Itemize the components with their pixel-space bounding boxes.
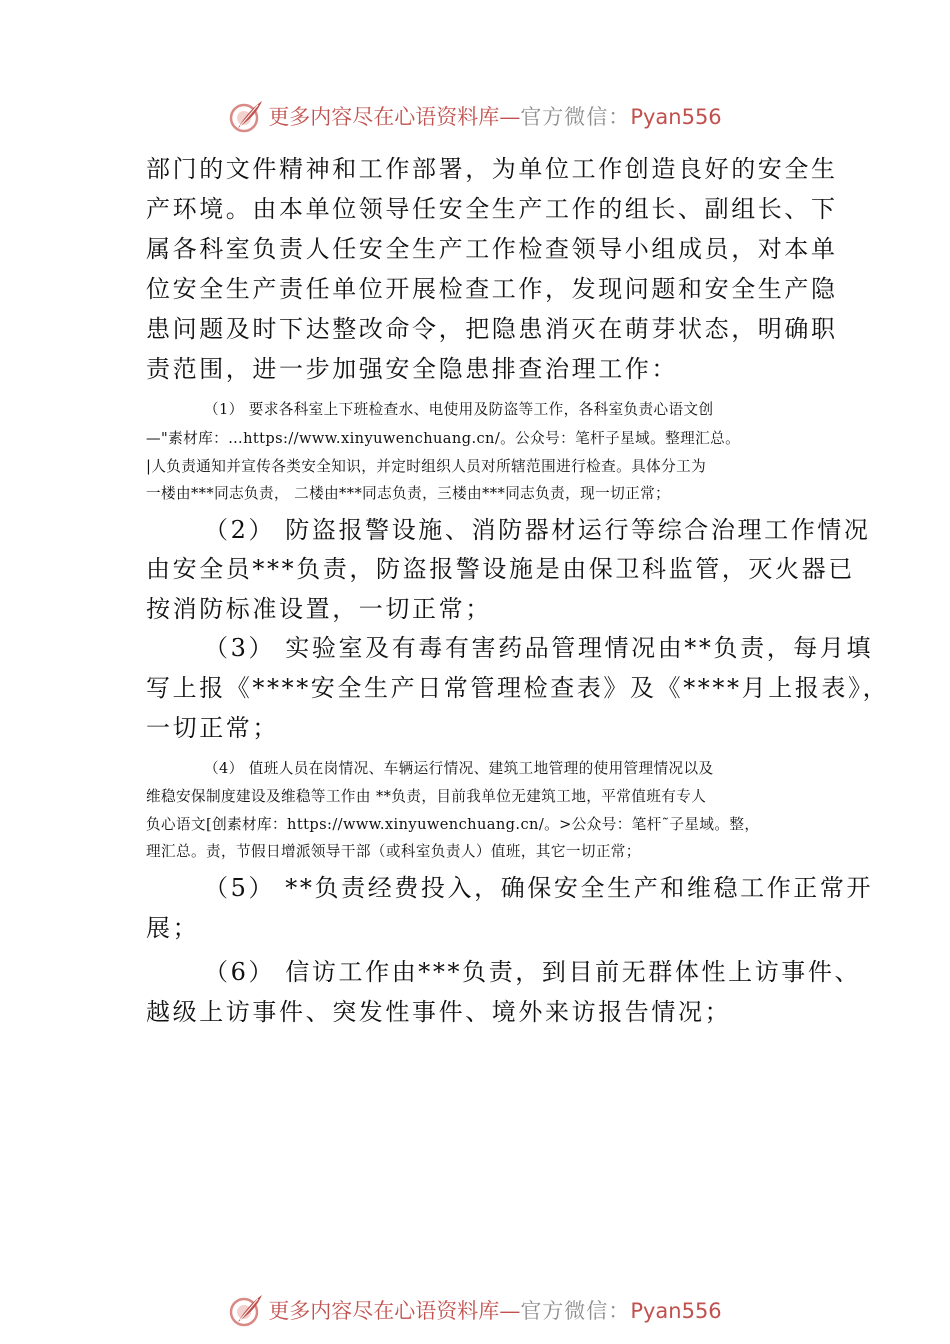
item-2-line: 由安全员***负责，防盗报警设施是由保卫科监管，灭火器已 bbox=[146, 555, 855, 583]
footer-banner-text bbox=[268, 1295, 721, 1325]
item-5-line: （5） **负责经费投入，确保安全生产和维稳工作正常开 bbox=[204, 874, 874, 902]
item-2-line: 按消防标准设置，一切正常； bbox=[146, 595, 492, 623]
item-5-line: 展； bbox=[146, 914, 200, 942]
item-4-line: 维稳安保制度建设及维稳等工作由 **负责，目前我单位无建筑工地，平常值班有专人 bbox=[146, 788, 707, 805]
body-line: 责范围，进一步加强安全隐患排查治理工作： bbox=[146, 355, 678, 383]
footer-banner bbox=[0, 1290, 950, 1330]
banner-red-text: 更多内容尽在心语资料库 bbox=[268, 105, 500, 129]
banner-dash: — bbox=[499, 1299, 521, 1323]
item-6-line: （6） 信访工作由***负责，到目前无群体性上访事件、 bbox=[204, 958, 862, 986]
banner-red-text: 更多内容尽在心语资料库 bbox=[268, 1299, 500, 1323]
banner-dash: — bbox=[499, 105, 521, 129]
banner-account: Pyan556 bbox=[630, 105, 722, 129]
item-3-line: 一切正常； bbox=[146, 714, 279, 742]
item-4-line: （4） 值班人员在岗情况、车辆运行情况、建筑工地管理的使用管理情况以及 bbox=[204, 760, 714, 777]
feather-quill-logo-icon bbox=[228, 98, 264, 134]
banner-grey-text: 官方微信： bbox=[520, 1299, 631, 1323]
banner-grey-text: 官方微信： bbox=[520, 105, 631, 129]
item-1-line: —"素材库：…https://www.xinyuwenchuang.cn/。公众号：笔杆子星域。整理汇总。 bbox=[146, 430, 741, 447]
item-4-line: 负心语文[创素材库：https://www.xinyuwenchuang.cn/。>公众号：笔杆˜子星域。整， bbox=[146, 816, 760, 833]
item-6-line: 越级上访事件、突发性事件、境外来访报告情况； bbox=[146, 998, 732, 1026]
item-4-line: 理汇总。责，节假日增派领导干部（或科室负责人）值班，其它一切正常； bbox=[146, 843, 641, 860]
body-line: 部门的文件精神和工作部署，为单位工作创造良好的安全生 bbox=[146, 155, 838, 183]
body-line: 患问题及时下达整改命令，把隐患消灭在萌芽状态，明确职 bbox=[146, 315, 838, 343]
item-3-line: （3） 实验室及有毒有害药品管理情况由**负责，每月填 bbox=[204, 634, 874, 662]
body-line: 属各科室负责人任安全生产工作检查领导小组成员，对本单 bbox=[146, 235, 838, 263]
body-line: 产环境。由本单位领导任安全生产工作的组长、副组长、下 bbox=[146, 195, 838, 223]
item-1-line: |人负责通知并宣传各类安全知识，并定时组织人员对所辖范围进行检查。具体分工为 bbox=[146, 458, 707, 475]
feather-quill-logo-icon bbox=[228, 1292, 264, 1328]
body-line: 位安全生产责任单位开展检查工作，发现问题和安全生产隐 bbox=[146, 275, 838, 303]
banner-account: Pyan556 bbox=[630, 1299, 722, 1323]
item-1-line: 一楼由***同志负责， 二楼由***同志负责，三楼由***同志负责，现一切正常； bbox=[146, 485, 671, 502]
item-2-line: （2） 防盗报警设施、消防器材运行等综合治理工作情况 bbox=[204, 516, 871, 544]
header-banner-text bbox=[268, 101, 721, 131]
item-3-line: 写上报《****安全生产日常管理检查表》及《****月上报表》， bbox=[146, 674, 890, 702]
item-1-line: （1） 要求各科室上下班检查水、电使用及防盗等工作，各科室负责心语文创 bbox=[204, 401, 714, 418]
header-banner bbox=[0, 96, 950, 136]
